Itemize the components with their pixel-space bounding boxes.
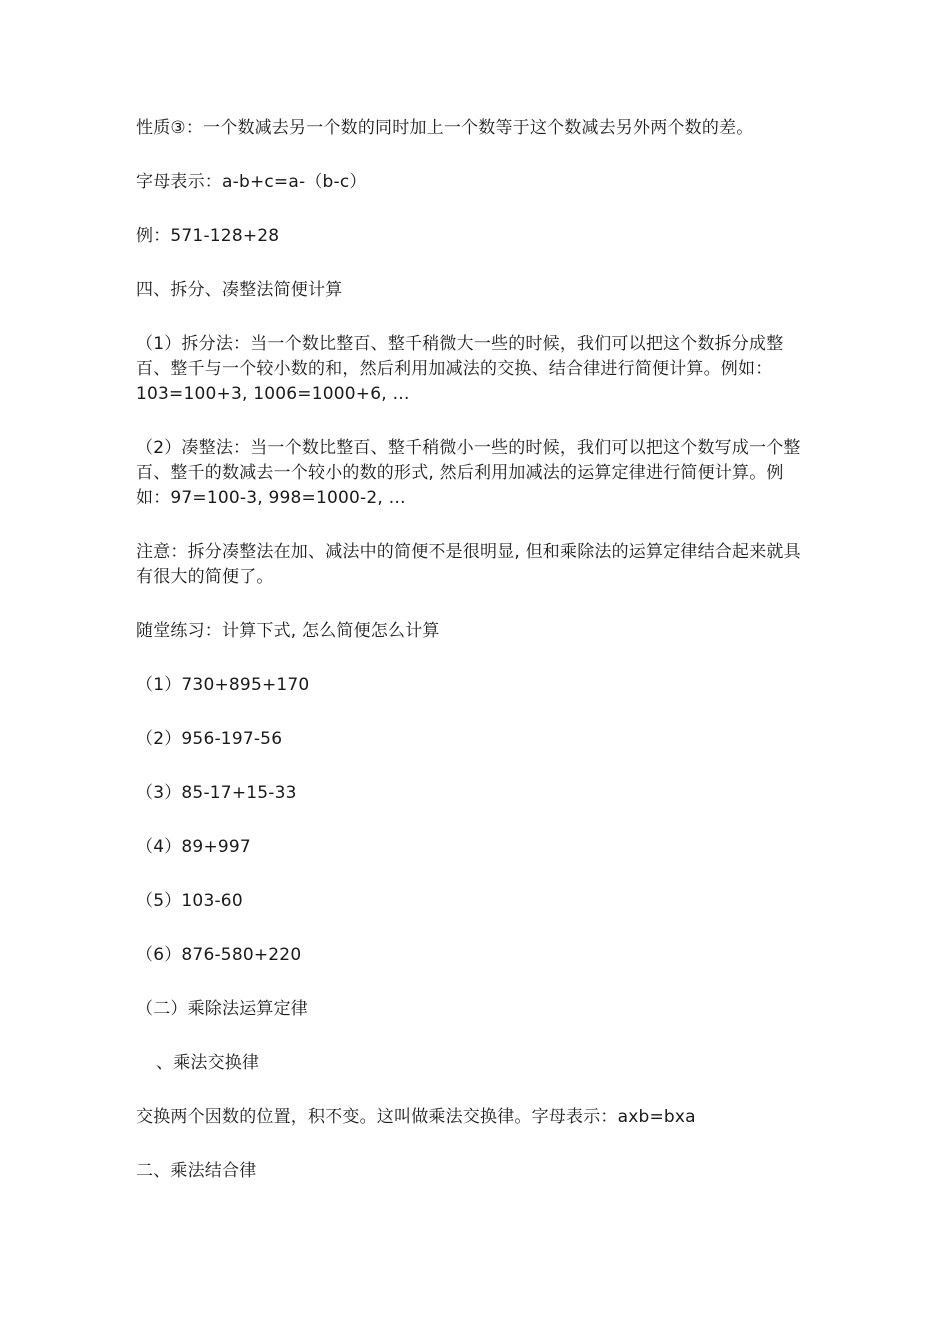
exercise-item: （5）103-60 [136, 891, 243, 911]
exercise-item: （4）89+997 [136, 837, 251, 857]
note-paragraph: 注意：拆分凑整法在加、减法中的简便不是很明显, 但和乘除法的运算定律结合起来就具有很大的简便了。 [136, 542, 801, 587]
property-3-paragraph: 性质③：一个数减去另一个数的同时加上一个数等于这个数减去另外两个数的差。 [136, 118, 754, 138]
section-heading-multiply-divide: （二）乘除法运算定律 [136, 999, 308, 1019]
section-heading-split-round: 四、拆分、凑整法简便计算 [136, 280, 343, 300]
round-method-paragraph: （2）凑整法：当一个数比整百、整千稍微小一些的时候，我们可以把这个数写成一个整百、整千的数减去一个较小的数的形式, 然后利用加减法的运算定律进行简便计算。例如：97=100-3, 998=1000-2, … [136, 438, 801, 508]
exercise-item: （3）85-17+15-33 [136, 783, 297, 803]
practice-heading: 随堂练习：计算下式, 怎么简便怎么计算 [136, 621, 440, 641]
split-method-paragraph: （1）拆分法：当一个数比整百、整千稍微大一些的时候，我们可以把这个数拆分成整百、整千与一个较小数的和，然后利用加减法的交换、结合律进行简便计算。例如：103=100+3, 1006=1000+6, … [136, 334, 784, 404]
document-body [136, 116, 816, 1213]
example-line: 例：571-128+28 [136, 226, 280, 246]
letter-notation-line: 字母表示：a-b+c=a-（b-c） [136, 172, 367, 192]
exercise-item: （1）730+895+170 [136, 675, 310, 695]
subheading-associative: 二、乘法结合律 [136, 1161, 257, 1181]
subheading-commutative: 、乘法交换律 [156, 1053, 260, 1073]
exercise-item: （2）956-197-56 [136, 729, 283, 749]
commutative-law-paragraph: 交换两个因数的位置，积不变。这叫做乘法交换律。字母表示：axb=bxa [136, 1107, 696, 1127]
exercise-item: （6）876-580+220 [136, 945, 302, 965]
